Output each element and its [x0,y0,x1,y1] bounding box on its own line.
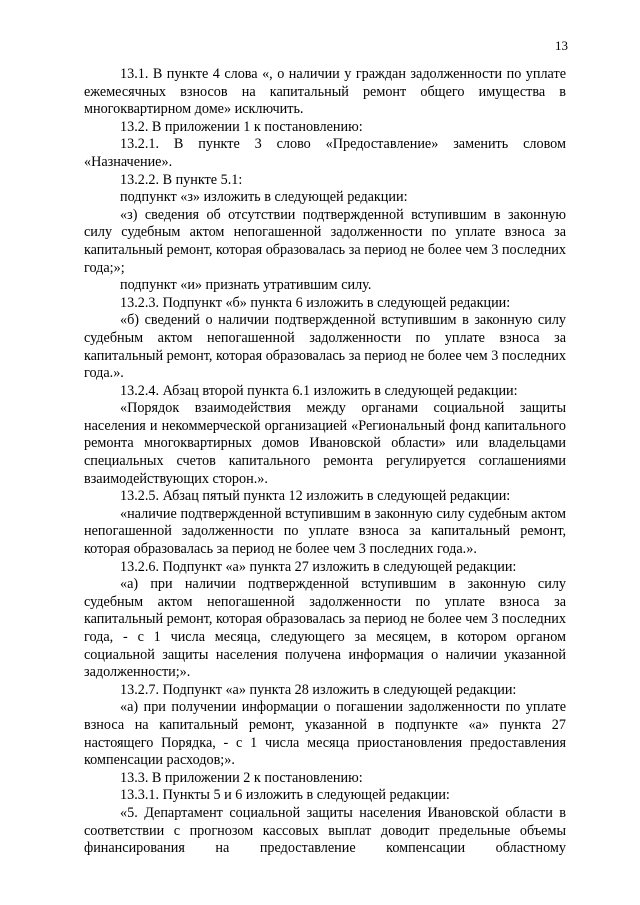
paragraph-13-2: 13.2. В приложении 1 к постановлению: [120,118,363,135]
paragraph-subitem-a-27-text: «а) при наличии подтвержденной вступившим в законную силу судебным актом непогашенной задолженности по уплате взноса за капитальный ремонт, которая образовалась за период не более чем 3 последних года, - с 1 числа месяца, следующего за месяцем, в котором органом социальной защиты населения получена информация о наличии указанной задолженности;». [84,576,566,681]
paragraph-13-3-1: 13.3.1. Пункты 5 и 6 изложить в следующей редакции: [120,787,450,804]
paragraph-subitem-z-intro: подпункт «з» изложить в следующей редакции: [120,189,408,206]
document-body [84,66,566,858]
paragraph-13-2-6: 13.2.6. Подпункт «а» пункта 27 изложить в следующей редакции: [120,558,517,575]
paragraph-subitem-i: подпункт «и» признать утратившим силу. [120,277,372,294]
paragraph-13-2-4: 13.2.4. Абзац второй пункта 6.1 изложить в следующей редакции: [120,382,518,399]
paragraph-subitem-b-text: «б) сведений о наличии подтвержденной вступившим в законную силу судебным актом непогашенной задолженности по уплате взноса за капитальный ремонт, которая образовалась за период не более чем 3 последних года.». [84,312,566,382]
paragraph-13-2-1: 13.2.1. В пункте 3 слово «Предоставление» заменить словом «Назначение». [84,136,566,170]
paragraph-subitem-a-28-text: «а) при получении информации о погашении задолженности по уплате взноса на капитальный ремонт, указанной в подпункте «а» пункта 27 настоящего Порядка, - с 1 числа месяца приостановления предоставления компенсации расходов;». [84,699,566,769]
paragraph-13-3: 13.3. В приложении 2 к постановлению: [120,769,363,786]
paragraph-13-1: 13.1. В пункте 4 слова «, о наличии у граждан задолженности по уплате ежемесячных взносов на капитальный ремонт общего имущества в многоквартирном доме» исключить. [84,66,566,118]
paragraph-13-2-2: 13.2.2. В пункте 5.1: [120,171,243,188]
paragraph-item-5-text: «5. Департамент социальной защиты населения Ивановской области в соответствии с прогнозом кассовых выплат доводит предельные объемы финансирования на предоставление компенсации областному [84,804,566,857]
paragraph-subitem-z-text: «з) сведения об отсутствии подтвержденной вступившим в законную силу судебным актом непогашенной задолженности по уплате взноса за капитальный ремонт, которая образовалась за период не более чем 3 последних года;»; [84,206,566,276]
page-number: 13 [555,38,568,53]
paragraph-procedure-text: «Порядок взаимодействия между органами социальной защиты населения и некоммерческой организацией «Региональный фонд капитального ремонта многоквартирных домов Ивановской области» или владельцами специальных счетов капитального ремонта регулируется соглашениями взаимодействующих сторон.». [84,400,566,487]
paragraph-13-2-7: 13.2.7. Подпункт «а» пункта 28 изложить в следующей редакции: [120,681,517,698]
paragraph-13-2-5: 13.2.5. Абзац пятый пункта 12 изложить в следующей редакции: [120,488,511,505]
paragraph-debt-text: «наличие подтвержденной вступившим в законную силу судебным актом непогашенной задолженности по уплате взноса за капитальный ремонт, которая образовалась за период не более чем 3 последних года.». [84,505,566,558]
paragraph-13-2-3: 13.2.3. Подпункт «б» пункта 6 изложить в следующей редакции: [120,294,511,311]
